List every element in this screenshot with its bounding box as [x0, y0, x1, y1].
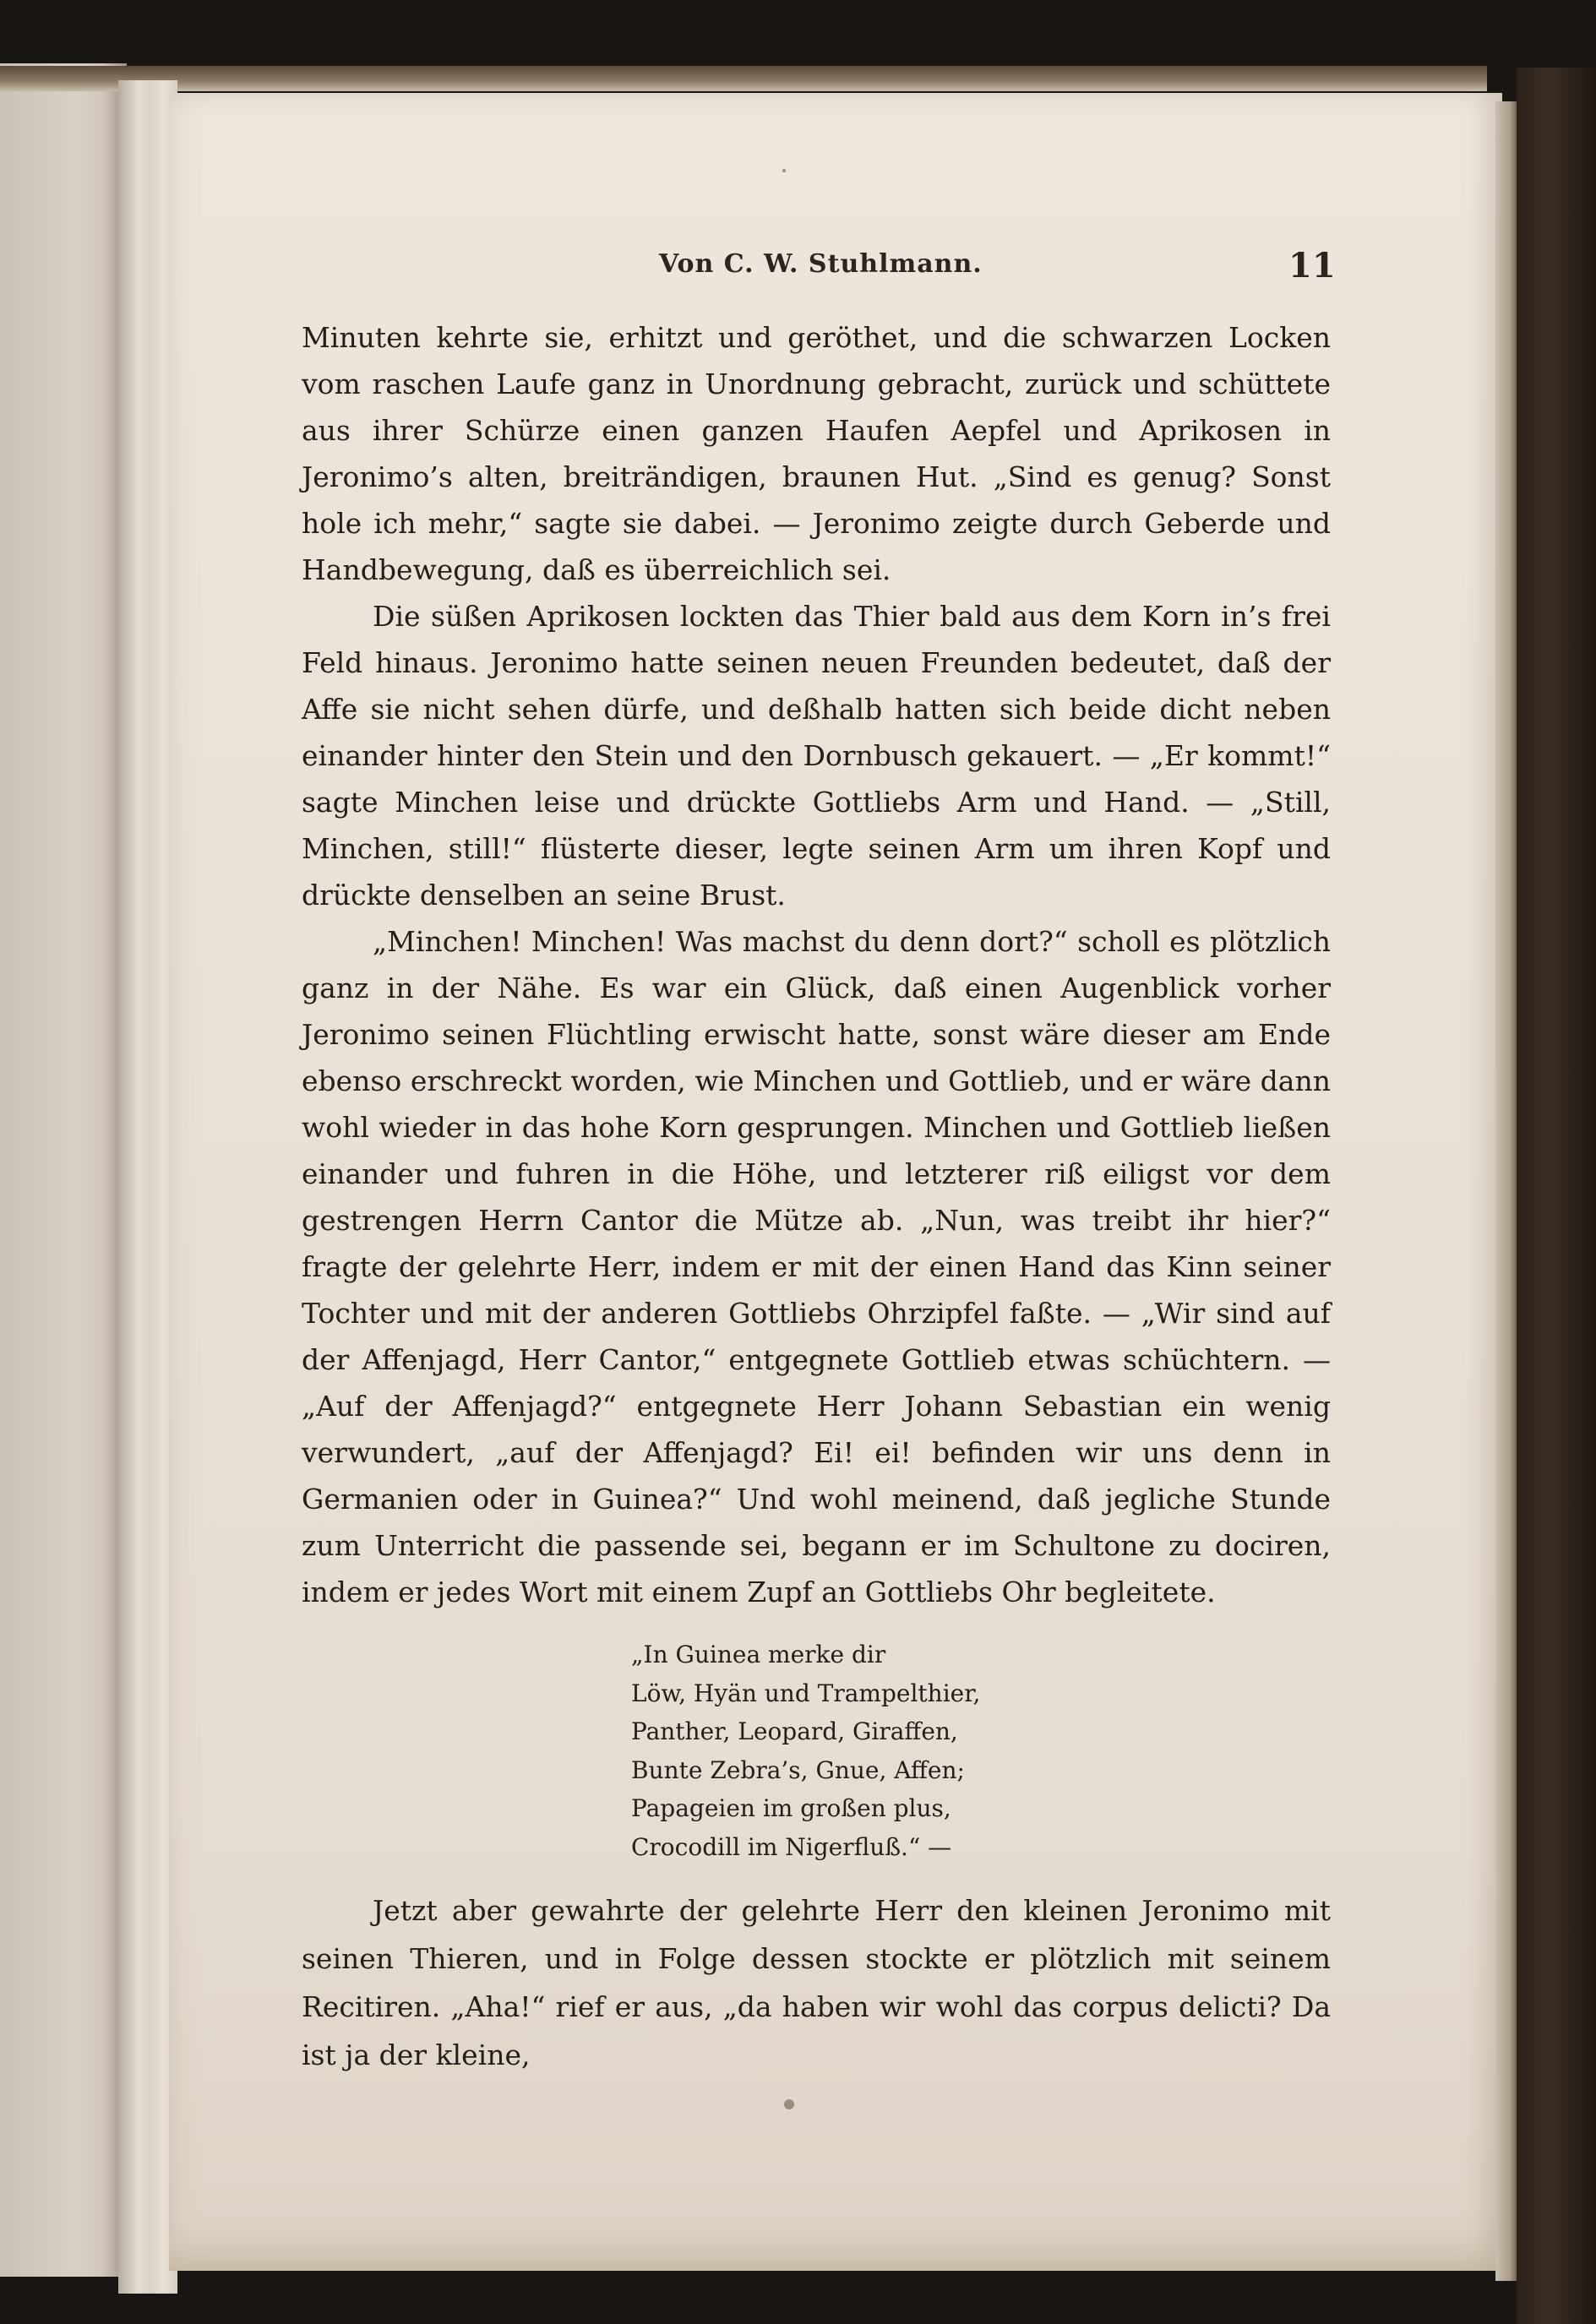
paper-speck: [782, 169, 786, 172]
running-head: Von C. W. Stuhlmann.: [659, 249, 983, 279]
poem-line: Bunte Zebra’s, Gnue, Affen;: [631, 1755, 965, 1784]
book-spine: [1517, 68, 1596, 2324]
left-page-edge: [0, 63, 127, 2277]
book-cover-top: [0, 66, 1487, 91]
body-text: [302, 314, 1331, 2079]
paragraph: Jetzt aber gewahrte der gelehrte Herr den kleinen Jeronimo mit seinen Thieren, und in Folge dessen stockte er plötzlich mit seinem Recitiren. „Aha!“ rief er aus, „da haben wir wohl das corpus delicti? Da ist ja der kleine,: [302, 1894, 1331, 2071]
paragraph: Minuten kehrte sie, erhitzt und geröthet, und die schwarzen Locken vom raschen Laufe ganz in Unordnung gebracht, zurück und schüttete aus ihrer Schürze einen ganzen Haufen Aepfel und Aprikosen in Jeronimo’s alten, breiträndigen, braunen Hut. „Sind es genug? Sonst hole ich mehr,“ sagte sie dabei. — Jeronimo zeigte durch Geberde und Handbewegung, daß es überreichlich sei.: [302, 321, 1331, 586]
poem: [631, 1636, 1331, 1866]
page-header: [169, 246, 1502, 291]
poem-line: Crocodill im Nigerfluß.“ —: [631, 1832, 952, 1861]
poem-line: „In Guinea merke dir: [631, 1641, 886, 1668]
poem-line: Papageien im großen plus,: [631, 1794, 951, 1822]
poem-line: Löw, Hyän und Trampelthier,: [631, 1679, 981, 1707]
paper-speck: [784, 2099, 794, 2109]
paragraph: „Minchen! Minchen! Was machst du denn dort?“ scholl es plötzlich ganz in der Nähe. Es war ein Glück, daß einen Augenblick vorher Jeronimo seinen Flüchtling erwischt hatte, sonst wäre dieser am Ende ebenso erschreckt worden, wie Minchen und Gottlieb, und er wäre dann wohl wieder in das hohe Korn gesprungen. Minchen und Gottlieb ließen einander und fuhren in die Höhe, und letzterer riß eiligst vor dem gestrengen Herrn Cantor die Mütze ab. „Nun, was treibt ihr hier?“ fragte der gelehrte Herr, indem er mit der einen Hand das Kinn seiner Tochter und mit der anderen Gottliebs Ohrzipfel faßte. — „Wir sind auf der Affenjagd, Herr Cantor,“ entgegnete Gottlieb etwas schüchtern. — „Auf der Affenjagd?“ entgegnete Herr Johann Sebastian ein wenig verwundert, „auf der Affenjagd? Ei! ei! befinden wir uns denn in Germanien oder in Guinea?“ Und wohl meinend, daß jegliche Stunde zum Unterricht die passende sei, begann er im Schultone zu dociren, indem er jedes Wort mit einem Zupf an Gottliebs Ohr begleitete.: [302, 925, 1331, 1608]
paragraph: Die süßen Aprikosen lockten das Thier bald aus dem Korn in’s frei Feld hinaus. Jeronimo hatte seinen neuen Freunden bedeutet, daß der Affe sie nicht sehen dürfe, und deßhalb hatten sich beide dicht neben einander hinter den Stein und den Dornbusch gekauert. — „Er kommt!“ sagte Minchen leise und drückte Gottliebs Arm und Hand. — „Still, Minchen, still!“ flüsterte dieser, legte seinen Arm um ihren Kopf und drückte denselben an seine Brust.: [302, 600, 1331, 912]
page-number: 11: [1288, 246, 1336, 286]
poem-line: Panther, Leopard, Giraffen,: [631, 1717, 958, 1745]
